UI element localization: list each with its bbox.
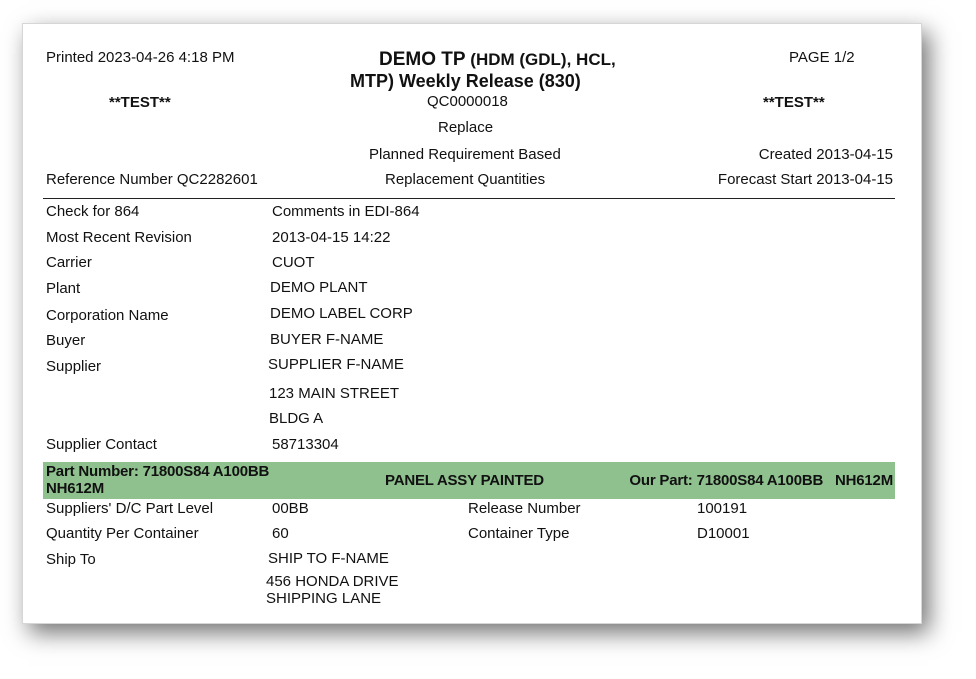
our-part-number: Our Part: 71800S84 A100BB NH612M (629, 472, 893, 489)
detail-label: Corporation Name (46, 307, 169, 324)
detail-value: DEMO PLANT (270, 279, 368, 296)
test-marker-left: **TEST** (109, 94, 171, 111)
release-number-value: 100191 (697, 500, 748, 517)
printed-timestamp: Printed 2023-04-26 4:18 PM (46, 49, 235, 66)
detail-label: Most Recent Revision (46, 229, 192, 246)
detail-value: SUPPLIER F-NAME (268, 356, 404, 373)
header-divider (43, 198, 895, 199)
purpose-replace: Replace (438, 119, 494, 136)
detail-label: Supplier Contact (46, 436, 157, 453)
detail-value: 123 MAIN STREET (269, 385, 400, 402)
detail-label: Check for 864 (46, 203, 140, 220)
part-header-band (43, 462, 895, 499)
test-marker-right: **TEST** (763, 94, 825, 111)
detail-label: Supplier (46, 358, 102, 375)
document-title-line2: MTP) Weekly Release (830) (350, 71, 581, 91)
detail-value: CUOT (272, 254, 315, 271)
detail-value: DEMO LABEL CORP (270, 305, 413, 322)
qc-code: QC0000018 (427, 93, 508, 110)
qty-per-container-value: 60 (272, 525, 289, 542)
document-title-rest: (HDM (GDL), HCL, (465, 50, 616, 69)
dc-level-value: 00BB (272, 500, 309, 517)
ship-to-name: SHIP TO F-NAME (268, 550, 389, 567)
ship-to-address-line2: SHIPPING LANE (266, 590, 382, 607)
detail-value: BLDG A (269, 410, 324, 427)
detail-label: Carrier (46, 254, 92, 271)
detail-label: Plant (46, 280, 81, 297)
part-number-line1: Part Number: 71800S84 A100BB (46, 463, 270, 480)
part-number-line2: NH612M (46, 480, 104, 497)
reference-number: Reference Number QC2282601 (46, 171, 258, 188)
dc-level-label: Suppliers' D/C Part Level (46, 500, 214, 517)
forecast-start: Forecast Start 2013-04-15 (717, 171, 893, 188)
detail-value: 58713304 (272, 436, 339, 453)
container-type-label: Container Type (468, 525, 570, 542)
ship-to-address-line1: 456 HONDA DRIVE (266, 573, 399, 590)
ship-to-label: Ship To (46, 551, 96, 568)
release-number-label: Release Number (468, 500, 581, 517)
detail-value: 2013-04-15 14:22 (272, 229, 391, 246)
detail-value: Comments in EDI-864 (272, 203, 420, 220)
container-type-value: D10001 (697, 525, 750, 542)
detail-value: BUYER F-NAME (270, 331, 384, 348)
detail-label: Buyer (46, 332, 86, 349)
release-document (22, 23, 922, 624)
part-description: PANEL ASSY PAINTED (385, 472, 544, 489)
created-date: Created 2013-04-15 (758, 146, 893, 163)
replacement-quantities: Replacement Quantities (385, 171, 546, 188)
planned-requirement: Planned Requirement Based (369, 146, 561, 163)
document-title-bold: DEMO TP (379, 49, 466, 70)
page-number: PAGE 1/2 (789, 49, 855, 66)
qty-per-container-label: Quantity Per Container (46, 525, 199, 542)
document-title-line1 (379, 49, 616, 71)
